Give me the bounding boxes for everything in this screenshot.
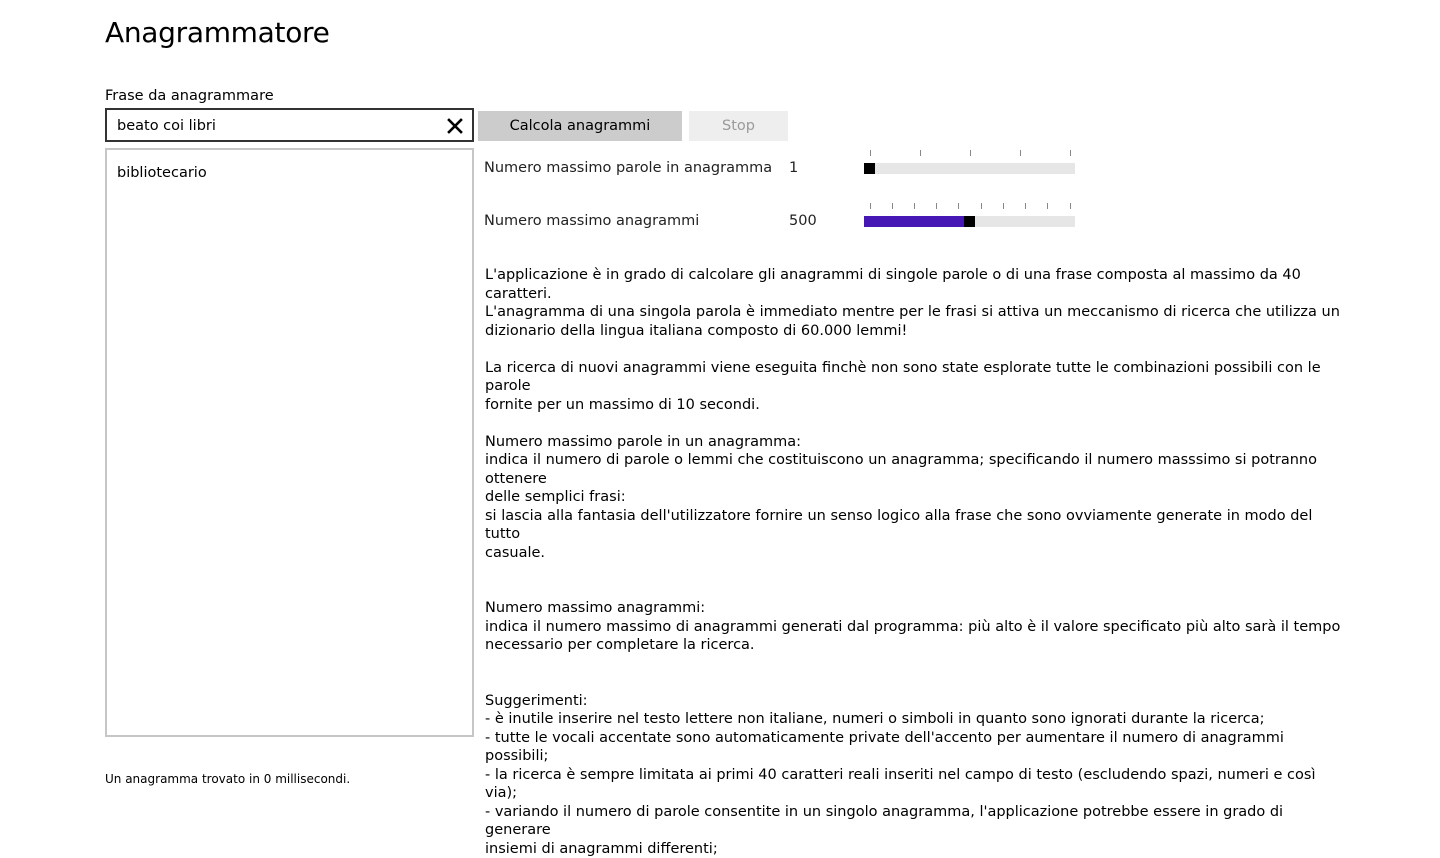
slider-tick bbox=[892, 203, 893, 209]
slider-tick bbox=[870, 150, 871, 156]
stop-button[interactable]: Stop bbox=[689, 111, 788, 141]
slider-tick bbox=[981, 203, 982, 209]
results-list[interactable] bbox=[105, 148, 474, 737]
slider-track bbox=[864, 163, 1075, 174]
description-paragraph: Numero massimo parole in un anagramma: indica il numero di parole o lemmi che costituiscono un anagramma; specificando il numero masssimo si potranno ottenere delle semplici frasi: si lascia alla fantasia dell'utilizzatore fornire un senso logico alla frase che sono ovviamente generate in modo del tutto casuale. bbox=[485, 433, 1345, 563]
slider-tick bbox=[936, 203, 937, 209]
slider-tick bbox=[958, 203, 959, 209]
max-anagrams-value: 500 bbox=[789, 213, 817, 229]
calculate-anagrams-button[interactable]: Calcola anagrammi bbox=[478, 111, 682, 141]
close-icon bbox=[447, 118, 463, 134]
max-anagrams-slider[interactable] bbox=[864, 203, 1075, 227]
status-text: Un anagramma trovato in 0 millisecondi. bbox=[105, 772, 350, 786]
description-panel[interactable] bbox=[485, 266, 1345, 736]
slider-tick bbox=[1003, 203, 1004, 209]
phrase-input-box[interactable] bbox=[105, 108, 474, 142]
description-paragraph: La ricerca di nuovi anagrammi viene eseguita finchè non sono state esplorate tutte le combinazioni possibili con le parole fornite per un massimo di 10 secondi. bbox=[485, 359, 1345, 415]
slider-fill bbox=[864, 216, 964, 227]
max-words-value: 1 bbox=[789, 160, 798, 176]
page-title: Anagrammatore bbox=[105, 16, 330, 49]
slider-tick bbox=[1020, 150, 1021, 156]
description-paragraph: Suggerimenti: - è inutile inserire nel testo lettere non italiane, numeri o simboli in quanto sono ignorati durante la ricerca; - tutte le vocali accentate sono automaticamente private dell'accento per aumentare il numero di anagrammi possibili; - la ricerca è sempre limitata ai primi 40 caratteri reali inseriti nel campo di testo (escludendo spazi, numeri e così via); - variando il numero di parole consentite in un singolo anagramma, l'applicazione potrebbe essere in grado di generare insiemi di anagrammi differenti; bbox=[485, 692, 1345, 858]
slider-thumb[interactable] bbox=[864, 163, 875, 174]
slider-thumb[interactable] bbox=[964, 216, 975, 227]
slider-tick bbox=[1025, 203, 1026, 209]
slider-tick bbox=[914, 203, 915, 209]
description-paragraph: L'applicazione è in grado di calcolare gli anagrammi di singole parole o di una frase composta al massimo da 40 caratteri. L'anagramma di una singola parola è immediato mentre per le frasi si attiva un meccanismo di ricerca che utilizza un dizionario della lingua italiana composto di 60.000 lemmi! bbox=[485, 266, 1345, 340]
clear-input-button[interactable] bbox=[444, 115, 466, 137]
max-words-slider[interactable] bbox=[864, 150, 1075, 174]
slider-tick bbox=[870, 203, 871, 209]
slider-tick bbox=[970, 150, 971, 156]
slider-tick bbox=[1047, 203, 1048, 209]
result-item[interactable]: bibliotecario bbox=[117, 165, 207, 181]
slider-tick bbox=[920, 150, 921, 156]
phrase-input[interactable] bbox=[117, 115, 437, 137]
max-words-label: Numero massimo parole in anagramma bbox=[484, 160, 772, 176]
slider-tick bbox=[1070, 203, 1071, 209]
phrase-input-label: Frase da anagrammare bbox=[105, 88, 274, 104]
slider-tick bbox=[1070, 150, 1071, 156]
max-anagrams-label: Numero massimo anagrammi bbox=[484, 213, 699, 229]
description-paragraph: Numero massimo anagrammi: indica il numero massimo di anagrammi generati dal programma: più alto è il valore specificato più alto sarà il tempo necessario per completare la ricerca. bbox=[485, 599, 1345, 655]
